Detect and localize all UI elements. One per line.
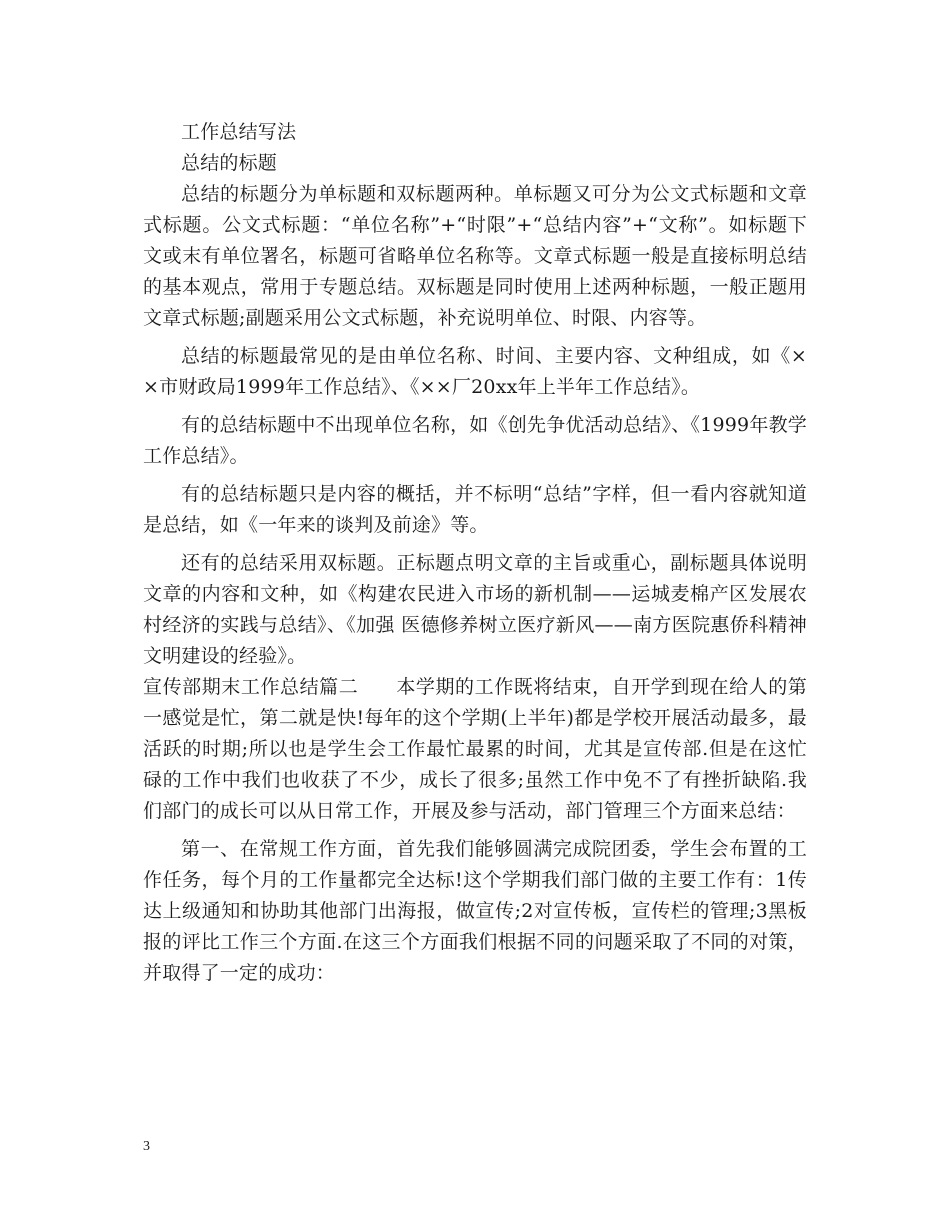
paragraph-common-title: 总结的标题最常见的是由单位名称、时间、主要内容、文种组成，如《××市财政局1999年工作总结》、《××厂20xx年上半年工作总结》。 — [143, 345, 807, 398]
paragraph-routine-work: 第一、在常规工作方面，首先我们能够圆满完成院团委，学生会布置的工作任务，每个月的工作量都完全达标!这个学期我们部门做的主要工作有：1传达上级通知和协助其他部门出海报，做宣传;2对宣传板，宣传栏的管理;3黑板报的评比工作三个方面.在这三个方面我们根据不同的问题采取了不同的对策，并取得了一定的成功： — [143, 838, 807, 984]
paragraph-title-types: 总结的标题分为单标题和双标题两种。单标题又可分为公文式标题和文章式标题。公文式标题：“单位名称”+“时限”+“总结内容”+“文称”。如标题下文或末有单位署名，标题可省略单位名称等。文章式标题一般是直接标明总结的基本观点，常用于专题总结。双标题是同时使用上述两种标题，一般正题用文章式标题;副题采用公文式标题，补充说明单位、时限、内容等。 — [143, 183, 807, 329]
doc-heading-writing-method: 工作总结写法 — [181, 121, 297, 143]
document-body — [143, 117, 807, 989]
section-paragraph — [143, 672, 807, 827]
section-body: 本学期的工作既将结束，自开学到现在给人的第一感觉是忙，第二就是快!每年的这个学期(上半年)都是学校开展活动最多，最活跃的时期;所以也是学生会工作最忙最累的时间，尤其是宣传部.但是在这忙碌的工作中我们也收获了不少，成长了很多;虽然工作中免不了有挫折缺陷.我们部门的成长可以从日常工作，开展及参与活动，部门管理三个方面来总结： — [143, 676, 808, 822]
paragraph-double-title: 还有的总结采用双标题。正标题点明文章的主旨或重心，副标题具体说明文章的内容和文种，如《构建农民进入市场的新机制——运城麦棉产区发展农村经济的实践与总结》、《加强 医德修养树立医疗新风——南方医院惠侨科精神文明建设的经验》。 — [143, 552, 807, 667]
page-number: 3 — [143, 1139, 150, 1154]
section-title: 宣传部期末工作总结篇二 — [143, 676, 359, 698]
paragraph-content-summary: 有的总结标题只是内容的概括，并不标明“总结”字样，但一看内容就知道是总结，如《一年来的谈判及前途》等。 — [143, 483, 807, 536]
doc-subheading-title: 总结的标题 — [181, 152, 278, 174]
paragraph-no-unit-name: 有的总结标题中不出现单位名称，如《创先争优活动总结》、《1999年教学工作总结》。 — [143, 414, 807, 467]
